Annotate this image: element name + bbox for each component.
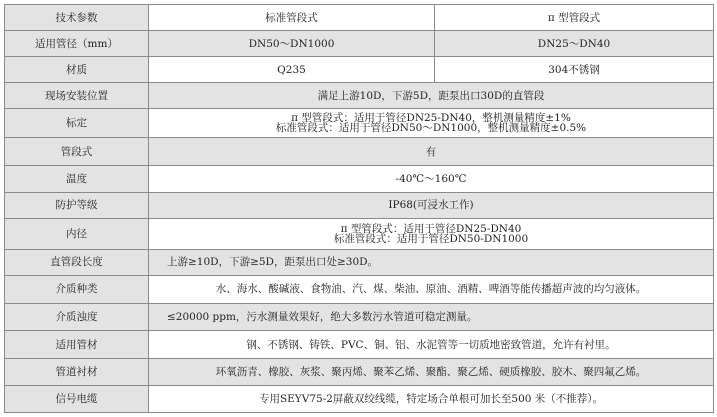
header-param: 技术参数 [5,5,149,31]
label-inner: 内径 [5,219,149,250]
spec-table [4,4,714,413]
value-material-standard: Q235 [149,56,435,82]
value-material-pi: 304不锈钢 [435,56,714,82]
value-pipetype: 有 [149,138,714,166]
label-medium: 介质种类 [5,276,149,304]
label-material: 材质 [5,56,149,82]
value-turbidity: ≤20000 ppm，污水测量效果好，绝大多数污水管道可稳定测量。 [149,303,714,331]
calib-line-standard: 标准管段式：适用于管径DN50～DN1000，整机测量精度±0.5% [275,122,587,135]
value-install: 满足上游10D，下游5D，距泵出口30D的直管段 [149,83,714,108]
value-diameter-standard: DN50～DN1000 [149,31,435,56]
row-material [5,56,714,82]
row-temp [5,166,714,192]
row-turbidity [5,303,714,331]
row-pipemat [5,331,714,359]
row-straight [5,249,714,275]
label-straight: 直管段长度 [5,249,149,275]
label-temp: 温度 [5,166,149,192]
label-protection: 防护等级 [5,192,149,218]
value-straight: 上游≥10D，下游≥5D，距泵出口处≥30D。 [149,249,714,275]
calib-line-pi: π 型管段式：适用于管径DN25-DN40，整机测量精度±1% [291,112,571,125]
value-temp: -40℃～160℃ [149,166,714,192]
row-cable [5,386,714,413]
value-pipemat: 钢、不锈钢、铸铁、PVC、铜、铝、水泥管等一切质地密致管道，允许有衬里。 [149,331,714,359]
label-pipetype: 管段式 [5,138,149,166]
header-standard: 标准管段式 [149,5,435,31]
label-turbidity: 介质浊度 [5,303,149,331]
value-cable: 专用SEYV75-2屏蔽双绞线缆，特定场合单根可加长至500 米（不推荐）。 [149,386,714,413]
value-protection: IP68(可浸水工作) [149,192,714,218]
value-inner [149,219,714,250]
row-protection [5,192,714,218]
label-pipemat: 适用管材 [5,331,149,359]
label-cable: 信号电缆 [5,386,149,413]
inner-line-standard: 标准管段式：适用于管径DN50-DN1000 [333,232,529,245]
header-row [5,5,714,31]
header-pi: π 型管段式 [435,5,714,31]
value-diameter-pi: DN25～DN40 [435,31,714,56]
row-medium [5,276,714,304]
row-pipetype [5,138,714,166]
row-install [5,83,714,108]
label-lining: 管道衬材 [5,358,149,386]
row-inner [5,219,714,250]
value-medium: 水、海水、酸碱液、食物油、汽、煤、柴油、原油、酒精、啤酒等能传播超声波的均匀液体。 [149,276,714,304]
row-diameter [5,31,714,56]
value-lining: 环氧沥青、橡胶、灰浆、聚丙烯、聚苯乙烯、聚酯、聚乙烯、硬质橡胶、胶木、聚四氟乙烯。 [149,358,714,386]
row-lining [5,358,714,386]
label-diameter: 适用管径（mm） [5,31,149,56]
row-calib [5,108,714,138]
label-install: 现场安装位置 [5,83,149,108]
label-calib: 标定 [5,108,149,138]
inner-line-pi: π 型管段式：适用于管径DN25-DN40 [340,222,522,235]
value-calib [149,108,714,138]
